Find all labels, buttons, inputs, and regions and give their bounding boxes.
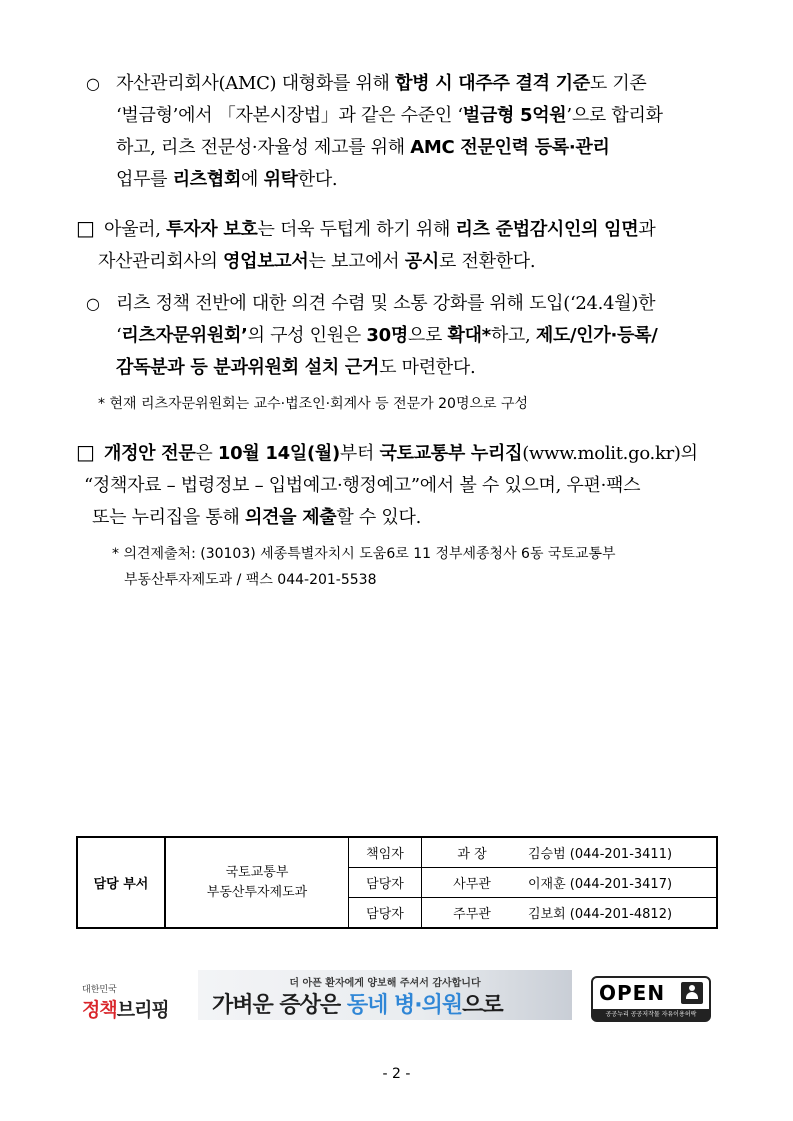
text: ’으로 합리화: [566, 105, 663, 126]
submission-address: * 의견제출처: (30103) 세종특별자치시 도움6로 11 정부세종청사 6동 국토교통부: [112, 546, 616, 562]
bold-text: 리츠 준법감시인의 임면: [455, 219, 639, 240]
text: 부터: [339, 443, 380, 464]
bold-text: AMC 전문인력 등록·관리: [410, 137, 610, 158]
text: 또는 누리집을 통해: [92, 507, 245, 528]
line: [86, 164, 663, 196]
person-cell: 김승범 (044-201-3411): [522, 837, 717, 868]
bold-text: 투자자 보호: [166, 219, 258, 240]
line: [104, 443, 698, 464]
ministry-name: 국토교통부: [225, 864, 289, 880]
position-cell: 과 장: [422, 837, 523, 868]
person-cell: 이재훈 (044-201-3417): [522, 868, 717, 898]
text: ‘: [116, 325, 122, 346]
person-cell: 김보회 (044-201-4812): [522, 898, 717, 929]
line: [86, 352, 657, 384]
banner-text-3: 으로: [462, 993, 503, 1018]
text: 는 보고에서: [308, 251, 405, 272]
dept-label: 담당 부서: [77, 837, 165, 928]
position-cell: 주무관: [422, 898, 523, 929]
line: [116, 73, 647, 94]
logo-main-text: [82, 995, 172, 1022]
text: 은: [195, 443, 218, 464]
position-cell: 사무관: [422, 868, 523, 898]
text: 는 더욱 두텁게 하기 위해: [257, 219, 456, 240]
contact-table: [76, 836, 718, 929]
square-bullet: □: [76, 216, 95, 240]
division-name: 부동산투자제도과: [206, 884, 308, 900]
text: 할 수 있다.: [336, 507, 421, 528]
role-cell: 담당자: [349, 898, 422, 929]
banner-headline: [212, 988, 503, 1019]
line: [86, 100, 663, 132]
circle-bullet: ○: [86, 74, 100, 93]
bold-text: 제도/인가·등록/: [535, 325, 658, 346]
open-strip-text: 공공누리 공공저작물 자유이용허락: [593, 1009, 709, 1020]
banner-subtitle: 더 아픈 환자에게 양보해 주셔서 감사합니다: [289, 978, 481, 989]
text: 한다.: [297, 169, 338, 190]
text: 에: [241, 169, 264, 190]
text: 도 기존: [589, 73, 647, 94]
campaign-banner: [198, 970, 572, 1020]
bold-text: 확대*: [447, 325, 491, 346]
text: “정책자료 – 법령정보 – 입법예고·행정예고”에서 볼 수 있으며, 우편·팩스: [84, 475, 641, 496]
text: ‘벌금형’에서 「자본시장법」과 같은 수준인 ‘: [116, 105, 463, 126]
bold-text: 위탁: [263, 169, 298, 190]
text: 의 구성 인원은: [247, 325, 367, 346]
text: 하고,: [490, 325, 536, 346]
paragraph-advisory-committee: [86, 288, 657, 384]
page-number: - 2 -: [382, 1066, 411, 1082]
bold-text: 의견을 제출: [244, 507, 337, 528]
paragraph-amc: [86, 68, 663, 196]
logo-small-text: 대한민국: [82, 985, 117, 995]
text: 으로: [407, 325, 448, 346]
dept-name: [165, 837, 349, 928]
text: 도 마련한다.: [379, 357, 476, 378]
submission-fax: 부동산투자제도과 / 팩스 044-201-5538: [124, 572, 377, 588]
bold-text: 영업보고서: [223, 251, 309, 272]
bold-text: 합병 시 대주주 결격 기준: [395, 73, 590, 94]
bold-text: 30명: [366, 325, 408, 346]
bold-text: 국토교통부 누리집: [379, 443, 523, 464]
text: 업무를: [116, 169, 173, 190]
text: 로 전환한다.: [438, 251, 536, 272]
line: [104, 219, 655, 240]
line: [86, 132, 663, 164]
footnote-advisory: * 현재 리츠자문위원회는 교수·법조인·회계사 등 전문가 20명으로 구성: [98, 396, 529, 412]
bold-text: 공시: [404, 251, 439, 272]
line: [116, 293, 655, 314]
bold-text: 리츠자문위원회’: [121, 325, 248, 346]
banner-text-2: 동네 병·의원: [346, 993, 463, 1018]
role-cell: 책임자: [349, 837, 422, 868]
paragraph-public-notice: [76, 436, 698, 534]
line: [76, 470, 698, 502]
banner-text-1: 가벼운 증상은: [212, 993, 347, 1018]
footnote-submission: [112, 541, 616, 593]
logo-black-text: 브리핑: [116, 999, 169, 1021]
line: [76, 502, 698, 534]
text: (www.molit.go.kr)의: [522, 443, 698, 464]
bold-text: 감독분과 등 분과위원회 설치 근거: [116, 357, 380, 378]
bold-text: 10월 14일(월): [217, 443, 340, 464]
text: 자산관리회사(AMC) 대형화를 위해: [116, 73, 396, 94]
square-bullet: □: [76, 440, 95, 464]
attribution-icon: [681, 982, 703, 1004]
text: 리츠 정책 전반에 대한 의견 수렴 및 소통 강화를 위해 도입(‘24.4월)한: [116, 293, 656, 314]
text: 아울러,: [104, 219, 167, 240]
logo-red-text: 정책: [82, 999, 117, 1021]
circle-bullet: ○: [86, 294, 100, 313]
policy-briefing-logo: [82, 982, 172, 1022]
bold-text: 개정안 전문: [104, 443, 196, 464]
open-word: OPEN: [599, 981, 666, 1005]
text: 자산관리회사의: [98, 251, 224, 272]
kogl-open-logo: [591, 976, 711, 1022]
role-cell: 담당자: [349, 868, 422, 898]
text: 과: [638, 219, 656, 240]
paragraph-investor-protection: [76, 212, 655, 278]
bold-text: 벌금형 5억원: [462, 105, 567, 126]
line: [86, 320, 657, 352]
line: [76, 246, 655, 278]
bold-text: 리츠협회: [172, 169, 242, 190]
text: 하고, 리츠 전문성·자율성 제고를 위해: [116, 137, 411, 158]
